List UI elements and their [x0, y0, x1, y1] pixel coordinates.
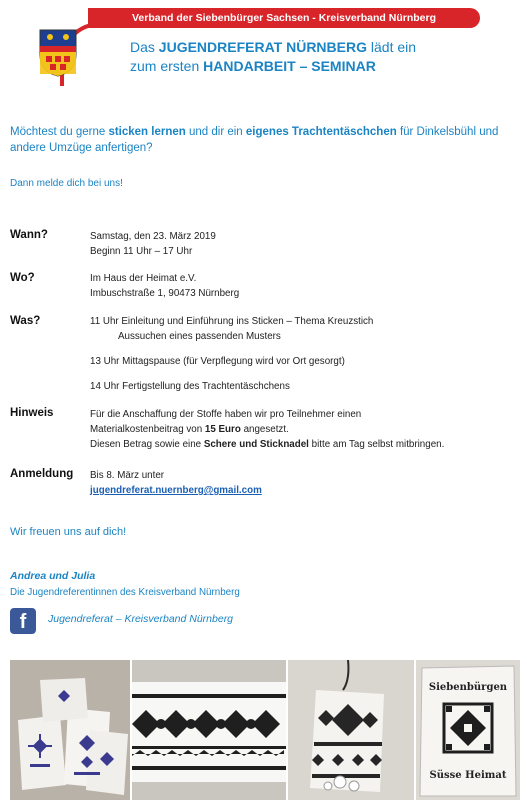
photo-black-bag-buttons — [288, 660, 414, 800]
facebook-icon[interactable]: f — [10, 608, 36, 634]
hinweis-line3 — [90, 437, 444, 452]
was-line4: 14 Uhr Fertigstellung des Trachtentäschchens — [90, 381, 290, 392]
intro-bold-1: sticken lernen — [108, 126, 186, 138]
wann-label: Wann? — [10, 229, 48, 241]
wo-label: Wo? — [10, 272, 35, 284]
wo-line2: Imbuschstraße 1, 90473 Nürnberg — [90, 288, 240, 299]
photo-caption-top: Siebenbürgen — [428, 682, 508, 693]
wo-text — [90, 271, 239, 301]
hinweis-label: Hinweis — [10, 407, 54, 419]
anmeldung-label: Anmeldung — [10, 468, 74, 480]
photo-caption-bottom: Süsse Heimat — [429, 770, 507, 781]
facebook-link[interactable]: Jugendreferat – Kreisverband Nürnberg — [48, 613, 234, 625]
hinweis-line3-c: bitte am Tag selbst mitbringen. — [308, 439, 445, 450]
photo-siebenbuergen-bag — [416, 660, 520, 800]
intro-text-2: und dir ein — [185, 126, 246, 138]
hinweis-line2-a: Materialkostenbeitrag von — [90, 424, 205, 435]
siebenbuergen-coat-of-arms-icon — [38, 28, 78, 78]
hinweis-line3-b: Schere und Sticknadel — [203, 439, 309, 450]
headline-line2 — [130, 57, 416, 76]
was-line3: 13 Uhr Mittagspause (für Verpflegung wird vor Ort gesorgt) — [90, 356, 345, 367]
photo-strip — [0, 660, 527, 800]
header-banner: Verband der Siebenbürger Sachsen - Kreisverband Nürnberg — [88, 8, 480, 28]
headline — [130, 38, 416, 76]
wann-text — [90, 229, 216, 259]
was-text — [90, 314, 373, 394]
email-link[interactable]: jugendreferat.nuernberg@gmail.com — [90, 485, 262, 496]
headline-line1-bold: JUGENDREFERAT NÜRNBERG — [158, 39, 367, 55]
closing-line: Wir freuen uns auf dich! — [10, 526, 127, 538]
anmeldung-line1: Bis 8. März unter — [90, 470, 165, 481]
hinweis-line2-b: 15 Euro — [204, 424, 241, 435]
hinweis-text — [90, 407, 444, 452]
hinweis-line2 — [90, 422, 444, 437]
headline-line1-prefix: Das — [130, 39, 159, 55]
photo-cross-stitch-band — [132, 660, 286, 800]
anmeldung-text — [90, 468, 262, 498]
hinweis-line2-c: angesetzt. — [240, 424, 289, 435]
wo-line1: Im Haus der Heimat e.V. — [90, 273, 197, 284]
headline-line1-suffix: lädt ein — [367, 39, 417, 55]
headline-line1 — [130, 38, 416, 57]
headline-line2-prefix: zum ersten — [130, 58, 204, 74]
wann-line2: Beginn 11 Uhr – 17 Uhr — [90, 246, 193, 257]
hinweis-line1: Für die Anschaffung der Stoffe haben wir pro Teilnehmer einen — [90, 409, 362, 420]
hinweis-line3-a: Diesen Betrag sowie eine — [90, 439, 204, 450]
was-label: Was? — [10, 315, 41, 327]
intro-bold-2: eigenes Trachtentäschchen — [245, 126, 397, 138]
was-line2: Aussuchen eines passenden Musters — [118, 331, 281, 342]
intro-paragraph — [10, 124, 515, 156]
call-to-action: Dann melde dich bei uns! — [10, 178, 123, 189]
photo-bags-blue-embroidery — [10, 660, 130, 800]
organizer-subtitle: Die Jugendreferentinnen des Kreisverband Nürnberg — [10, 587, 240, 598]
was-line1: 11 Uhr Einleitung und Einführung ins Sticken – Thema Kreuzstich — [90, 316, 374, 327]
intro-text-1: Möchtest du gerne — [10, 126, 109, 138]
wann-line1: Samstag, den 23. März 2019 — [90, 231, 216, 242]
headline-line2-bold: HANDARBEIT – SEMINAR — [203, 58, 376, 74]
intro-text-3: für Dinkelsbühl und andere Umzüge anfertigen? — [10, 126, 499, 154]
organizer-names: Andrea und Julia — [10, 570, 96, 582]
